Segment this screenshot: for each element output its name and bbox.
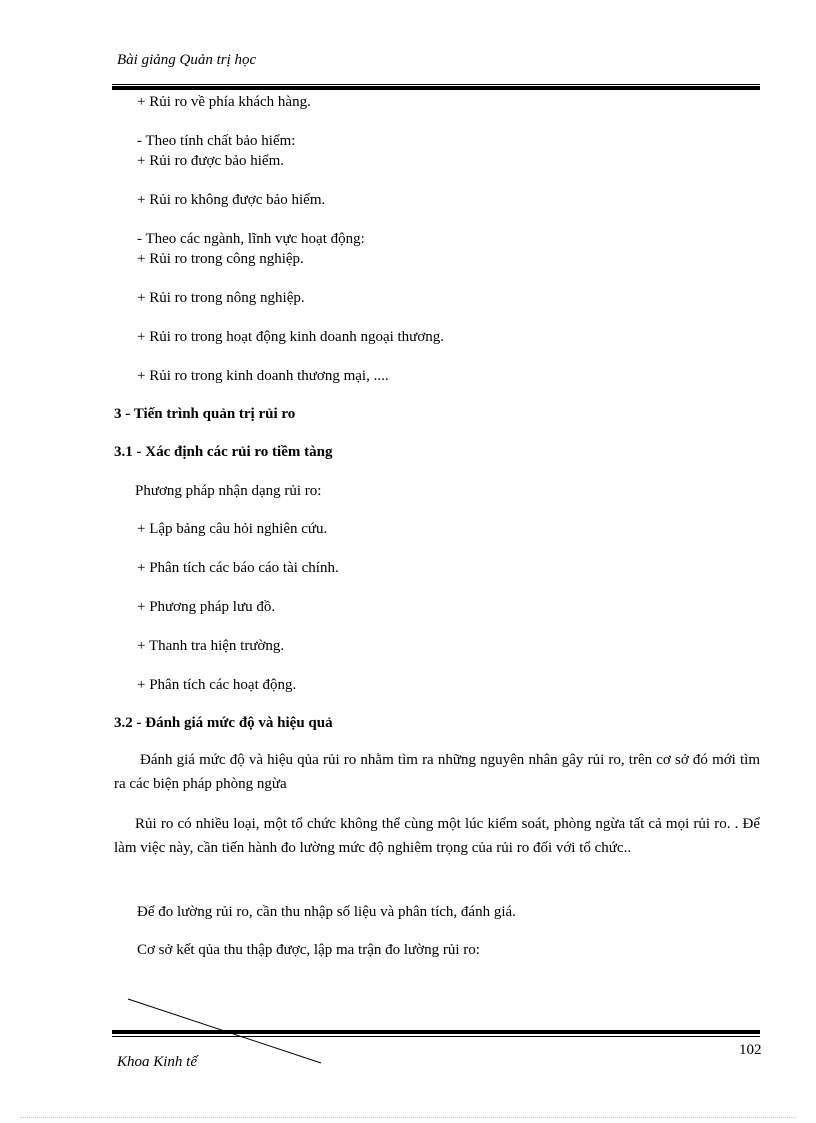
section-heading: 3 - Tiến trình quản trị rủi ro (114, 406, 296, 422)
paragraph: Rủi ro có nhiều loại, một tổ chức không thể cùng một lúc kiểm soát, phòng ngừa tất cả mọi rủi ro. . Để làm việc này, cần tiến hành đo lường mức độ nghiêm trọng của rủi ro đối với tổ chức.. (114, 816, 760, 856)
text-line: + Rủi ro trong nông nghiệp. (137, 290, 305, 306)
text-line: Phương pháp nhận dạng rủi ro: (135, 483, 322, 499)
text-line: + Rủi ro được bảo hiểm. (137, 153, 284, 169)
text-line: - Theo tính chất bảo hiểm: (137, 133, 296, 149)
text-line: + Rủi ro trong kinh doanh thương mại, .... (137, 368, 389, 384)
text-line: Cơ sở kết qủa thu thập được, lập ma trận đo lường rủi ro: (137, 942, 480, 958)
header-title: Bài giảng Quản trị học (117, 52, 257, 68)
text-line: - Theo các ngành, lĩnh vực hoạt động: (137, 231, 365, 247)
text-line: + Rủi ro trong công nghiệp. (137, 251, 304, 267)
text-line: + Thanh tra hiện trường. (137, 638, 285, 654)
text-line: + Phương pháp lưu đồ. (137, 599, 276, 615)
text-line: Để đo lường rủi ro, cần thu nhập số liệu và phân tích, đánh giá. (137, 904, 516, 920)
section-heading: 3.1 - Xác định các rủi ro tiềm tàng (114, 444, 333, 460)
text-line: + Phân tích các hoạt động. (137, 677, 297, 693)
page-edge-divider (20, 1117, 796, 1118)
text-line: + Phân tích các báo cáo tài chính. (137, 560, 339, 576)
footer-department: Khoa Kinh tế (117, 1054, 198, 1070)
section-heading: 3.2 - Đánh giá mức độ và hiệu quả (114, 715, 333, 731)
text-line: + Lập bảng câu hỏi nghiên cứu. (137, 521, 328, 537)
paragraph: Đánh giá mức độ và hiệu qủa rủi ro nhằm tìm ra những nguyên nhân gây rủi ro, trên cơ sở đó mới tìm ra các biện pháp phòng ngừa (114, 752, 760, 792)
text-line: + Rủi ro trong hoạt động kinh doanh ngoại thương. (137, 329, 444, 345)
text-line: + Rủi ro về phía khách hàng. (137, 94, 311, 110)
text-line: + Rủi ro không được bảo hiểm. (137, 192, 326, 208)
page-number: 102 (739, 1042, 762, 1058)
